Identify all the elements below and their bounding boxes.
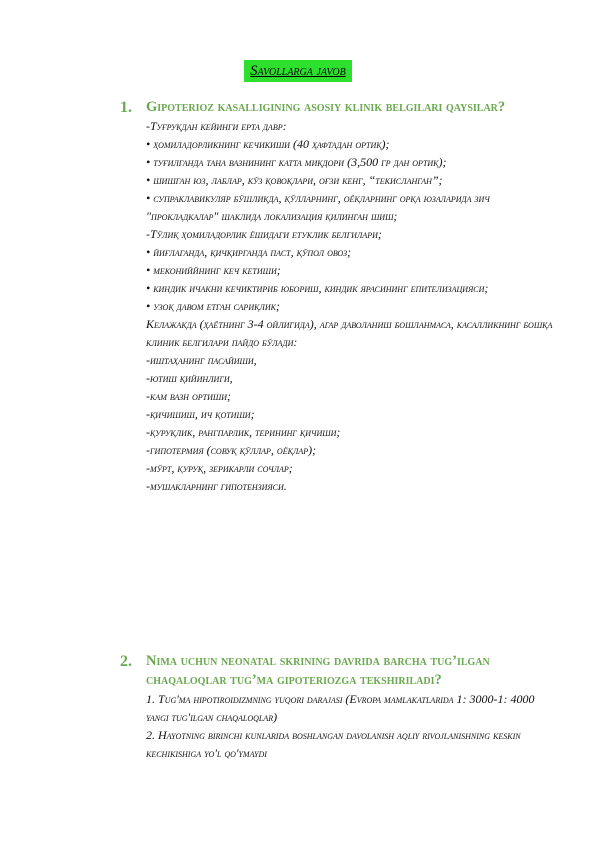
list-item: 1. Tug'ma hipotiroidizmning yuqori darajasi (Evropa mamlakatlarida 1: 3000-1: 4000 yangi tug'ilgan chaqaloqlar): [146, 692, 535, 724]
list-item: -гипотермия (совуқ қўллар, оёқлар);: [146, 443, 317, 457]
list-item: -Туғруқдан кейинги ерта давр:: [146, 119, 287, 133]
list-item: • мекониййнинг кеч кетиши;: [146, 263, 281, 277]
list-item: -мўрт, қуруқ, зерикарли сочлар;: [146, 461, 293, 475]
list-item: -қичишиш, ич қотиши;: [146, 407, 255, 421]
list-item: • узоқ давом етган сариқлик;: [146, 299, 280, 313]
section-1: [120, 98, 560, 495]
section-2-heading: [120, 652, 560, 690]
list-item: • туғилганда тана вазнининг катта миқдори (3,500 гр дан ортиқ);: [146, 155, 447, 169]
list-item: Келажакда (ҳаётнинг 3-4 ойлигида), агар даволаниш бошланмаса, касалликнинг бошқа клиник белгилари пайдо бўлади:: [146, 317, 553, 349]
list-item: • ҳомиладорликнинг кечикиши (40 ҳафтадан ортиқ);: [146, 137, 390, 151]
title-wrap: [0, 60, 596, 82]
list-item: -мушакларнинг гипотензияси.: [146, 479, 287, 493]
list-item: -кам вазн ортиши;: [146, 389, 231, 403]
page-title: Savollarga javob: [244, 60, 351, 82]
section-2: [120, 652, 560, 762]
section-1-number: 1.: [120, 99, 132, 116]
list-item: • йиғлаганда, қичқирганда паст, қўпол овоз;: [146, 245, 352, 259]
section-2-heading-text: Nima uchun neonatal skrining davrida barcha tug’ilgan chaqaloqlar tug’ma gipoteriozga tekshiriladi?: [146, 653, 490, 688]
list-item: • шишган юз, лаблар, кўз қовоқлари, оғзи кенг, “текисланган”;: [146, 173, 443, 187]
section-2-body: [120, 690, 560, 762]
section-1-heading-text: Gipoterioz kasalligining asosiy klinik belgilari qaysilar?: [146, 99, 506, 115]
section-1-heading: [120, 98, 560, 117]
list-item: • киндик ичакни кечиктириб юбориш, киндик ярасининг епителизацияси;: [146, 281, 489, 295]
list-item: -қуруқлик, рангпарлик, терининг қичиши;: [146, 425, 341, 439]
list-item: • супраклавикуляр бўшлиқда, қўлларнинг, оёқларнинг орқа юзаларида зич "прокладкалар" шаклида локализация қилинган шиш;: [146, 191, 490, 223]
section-2-number: 2.: [120, 653, 132, 670]
list-item: -ютиш қийинлиги,: [146, 371, 233, 385]
section-1-body: [120, 117, 560, 495]
list-item: 2. Hayotning birinchi kunlarida boshlangan davolanish aqliy rivojlanishning keskin kechikishiga yo'l qo'ymaydi: [146, 728, 521, 760]
list-item: -Тўлиқ ҳомиладорлик ёшидаги етуклик белгилари;: [146, 227, 382, 241]
list-item: -иштаҳанинг пасайиши,: [146, 353, 257, 367]
